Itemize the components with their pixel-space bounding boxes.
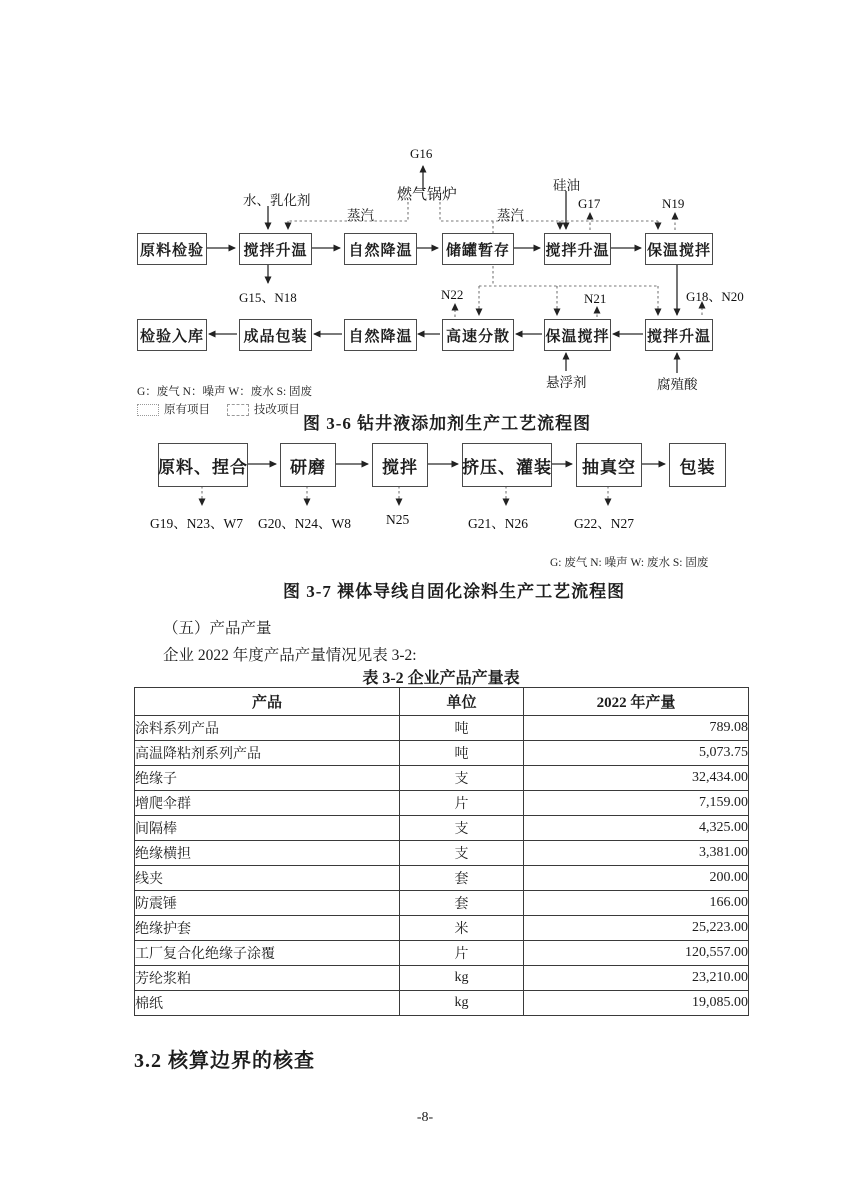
input-label-suspension-agent: 悬浮剂 xyxy=(546,375,587,390)
process-box: 储罐暂存 xyxy=(442,233,514,265)
product-cell: 涂料系列产品 xyxy=(135,716,400,741)
process-box: 保温搅拌 xyxy=(645,233,713,265)
emission-label-n22: N22 xyxy=(441,287,464,302)
unit-cell: 支 xyxy=(400,816,524,841)
product-output-table xyxy=(134,687,749,1016)
table-row xyxy=(135,841,749,866)
process-box: 搅拌升温 xyxy=(544,233,611,265)
unit-cell: 米 xyxy=(400,916,524,941)
product-cell: 绝缘护套 xyxy=(135,916,400,941)
table-row xyxy=(135,766,749,791)
input-label-humic-acid: 腐殖酸 xyxy=(657,377,698,392)
table-row xyxy=(135,816,749,841)
product-cell: 绝缘横担 xyxy=(135,841,400,866)
process-box: 搅拌升温 xyxy=(239,233,312,265)
output-cell: 4,325.00 xyxy=(524,816,749,841)
process-box: 抽真空 xyxy=(576,443,642,487)
emission-label-g15-n18: G15、N18 xyxy=(239,290,297,305)
process-box: 包装 xyxy=(669,443,726,487)
unit-cell: 吨 xyxy=(400,741,524,766)
process-box: 检验入库 xyxy=(137,319,207,351)
header-product: 产品 xyxy=(135,688,400,716)
emission-label-n25: N25 xyxy=(386,512,410,527)
process-box: 保温搅拌 xyxy=(544,319,611,351)
process-box: 原料、捏合 xyxy=(158,443,248,487)
unit-cell: 吨 xyxy=(400,716,524,741)
renovation-project-swatch xyxy=(227,404,249,416)
emission-label-g17: G17 xyxy=(578,196,601,211)
table-3-2-title: 表 3-2 企业产品产量表 xyxy=(362,670,520,687)
emission-label-g19-n23-w7: G19、N23、W7 xyxy=(150,516,243,531)
product-cell: 增爬伞群 xyxy=(135,791,400,816)
figure-3-6-caption: 图 3-6 钻井液添加剂生产工艺流程图 xyxy=(303,414,592,433)
emission-label-g18-n20: G18、N20 xyxy=(686,289,744,304)
output-cell: 200.00 xyxy=(524,866,749,891)
header-unit: 单位 xyxy=(400,688,524,716)
unit-cell: 套 xyxy=(400,891,524,916)
output-cell: 5,073.75 xyxy=(524,741,749,766)
process-box: 研磨 xyxy=(280,443,336,487)
emission-label-g16: G16 xyxy=(410,146,433,161)
process-box: 搅拌 xyxy=(372,443,428,487)
table-row xyxy=(135,716,749,741)
header-output-2022: 2022 年产量 xyxy=(524,688,749,716)
table-row xyxy=(135,866,749,891)
output-cell: 3,381.00 xyxy=(524,841,749,866)
product-cell: 线夹 xyxy=(135,866,400,891)
intro-sentence: 企业 2022 年度产品产量情况见表 3-2: xyxy=(163,647,417,664)
product-cell: 间隔棒 xyxy=(135,816,400,841)
section-3-2-heading: 3.2 核算边界的核查 xyxy=(134,1050,315,1072)
table-row xyxy=(135,966,749,991)
output-cell: 19,085.00 xyxy=(524,991,749,1016)
product-cell: 芳纶浆粕 xyxy=(135,966,400,991)
legend-emission-codes: G：废气 N：噪声 W：废水 S: 固废 xyxy=(137,386,313,398)
product-cell: 工厂复合化绝缘子涂覆 xyxy=(135,941,400,966)
process-box: 自然降温 xyxy=(344,233,417,265)
output-cell: 789.08 xyxy=(524,716,749,741)
unit-cell: 支 xyxy=(400,841,524,866)
product-cell: 高温降粘剂系列产品 xyxy=(135,741,400,766)
legend-original-label: 原有项目 xyxy=(164,404,210,416)
unit-cell: 支 xyxy=(400,766,524,791)
page-number: -8- xyxy=(416,1110,434,1125)
table-row xyxy=(135,941,749,966)
output-cell: 120,557.00 xyxy=(524,941,749,966)
emission-label-g21-n26: G21、N26 xyxy=(468,516,528,531)
table-row xyxy=(135,791,749,816)
product-cell: 绝缘子 xyxy=(135,766,400,791)
product-cell: 防震锤 xyxy=(135,891,400,916)
figure-3-7-caption: 图 3-7 裸体导线自固化涂料生产工艺流程图 xyxy=(283,582,626,601)
steam-label-right: 蒸汽 xyxy=(497,208,524,223)
input-label-water-emulsifier: 水、乳化剂 xyxy=(243,193,311,208)
process-box: 自然降温 xyxy=(344,319,417,351)
output-cell: 32,434.00 xyxy=(524,766,749,791)
process-box: 搅拌升温 xyxy=(645,319,713,351)
process-box: 挤压、灌装 xyxy=(462,443,552,487)
original-project-swatch xyxy=(137,404,159,416)
emission-label-n19: N19 xyxy=(662,196,685,211)
legend-renovation-label: 技改项目 xyxy=(253,404,300,416)
process-box: 高速分散 xyxy=(442,319,514,351)
unit-cell: 片 xyxy=(400,791,524,816)
output-cell: 166.00 xyxy=(524,891,749,916)
table-row xyxy=(135,741,749,766)
item-heading-product-output: （五）产品产量 xyxy=(163,620,272,637)
steam-label-left: 蒸汽 xyxy=(347,208,374,223)
table-row xyxy=(135,891,749,916)
unit-cell: kg xyxy=(400,966,524,991)
output-cell: 7,159.00 xyxy=(524,791,749,816)
emission-label-g22-n27: G22、N27 xyxy=(574,516,634,531)
output-cell: 25,223.00 xyxy=(524,916,749,941)
boiler-label: 燃气锅炉 xyxy=(397,187,458,203)
table-row xyxy=(135,916,749,941)
input-label-silicone-oil: 硅油 xyxy=(553,178,580,193)
legend-project-types xyxy=(137,401,300,417)
process-box: 成品包装 xyxy=(239,319,312,351)
process-box: 原料检验 xyxy=(137,233,207,265)
unit-cell: kg xyxy=(400,991,524,1016)
emission-label-n21: N21 xyxy=(584,291,607,306)
emission-label-g20-n24-w8: G20、N24、W8 xyxy=(258,516,351,531)
output-cell: 23,210.00 xyxy=(524,966,749,991)
unit-cell: 片 xyxy=(400,941,524,966)
table-row xyxy=(135,991,749,1016)
table-header-row xyxy=(135,688,749,716)
product-cell: 棉纸 xyxy=(135,991,400,1016)
legend-emission-codes: G: 废气 N: 噪声 W: 废水 S: 固废 xyxy=(550,557,709,569)
unit-cell: 套 xyxy=(400,866,524,891)
